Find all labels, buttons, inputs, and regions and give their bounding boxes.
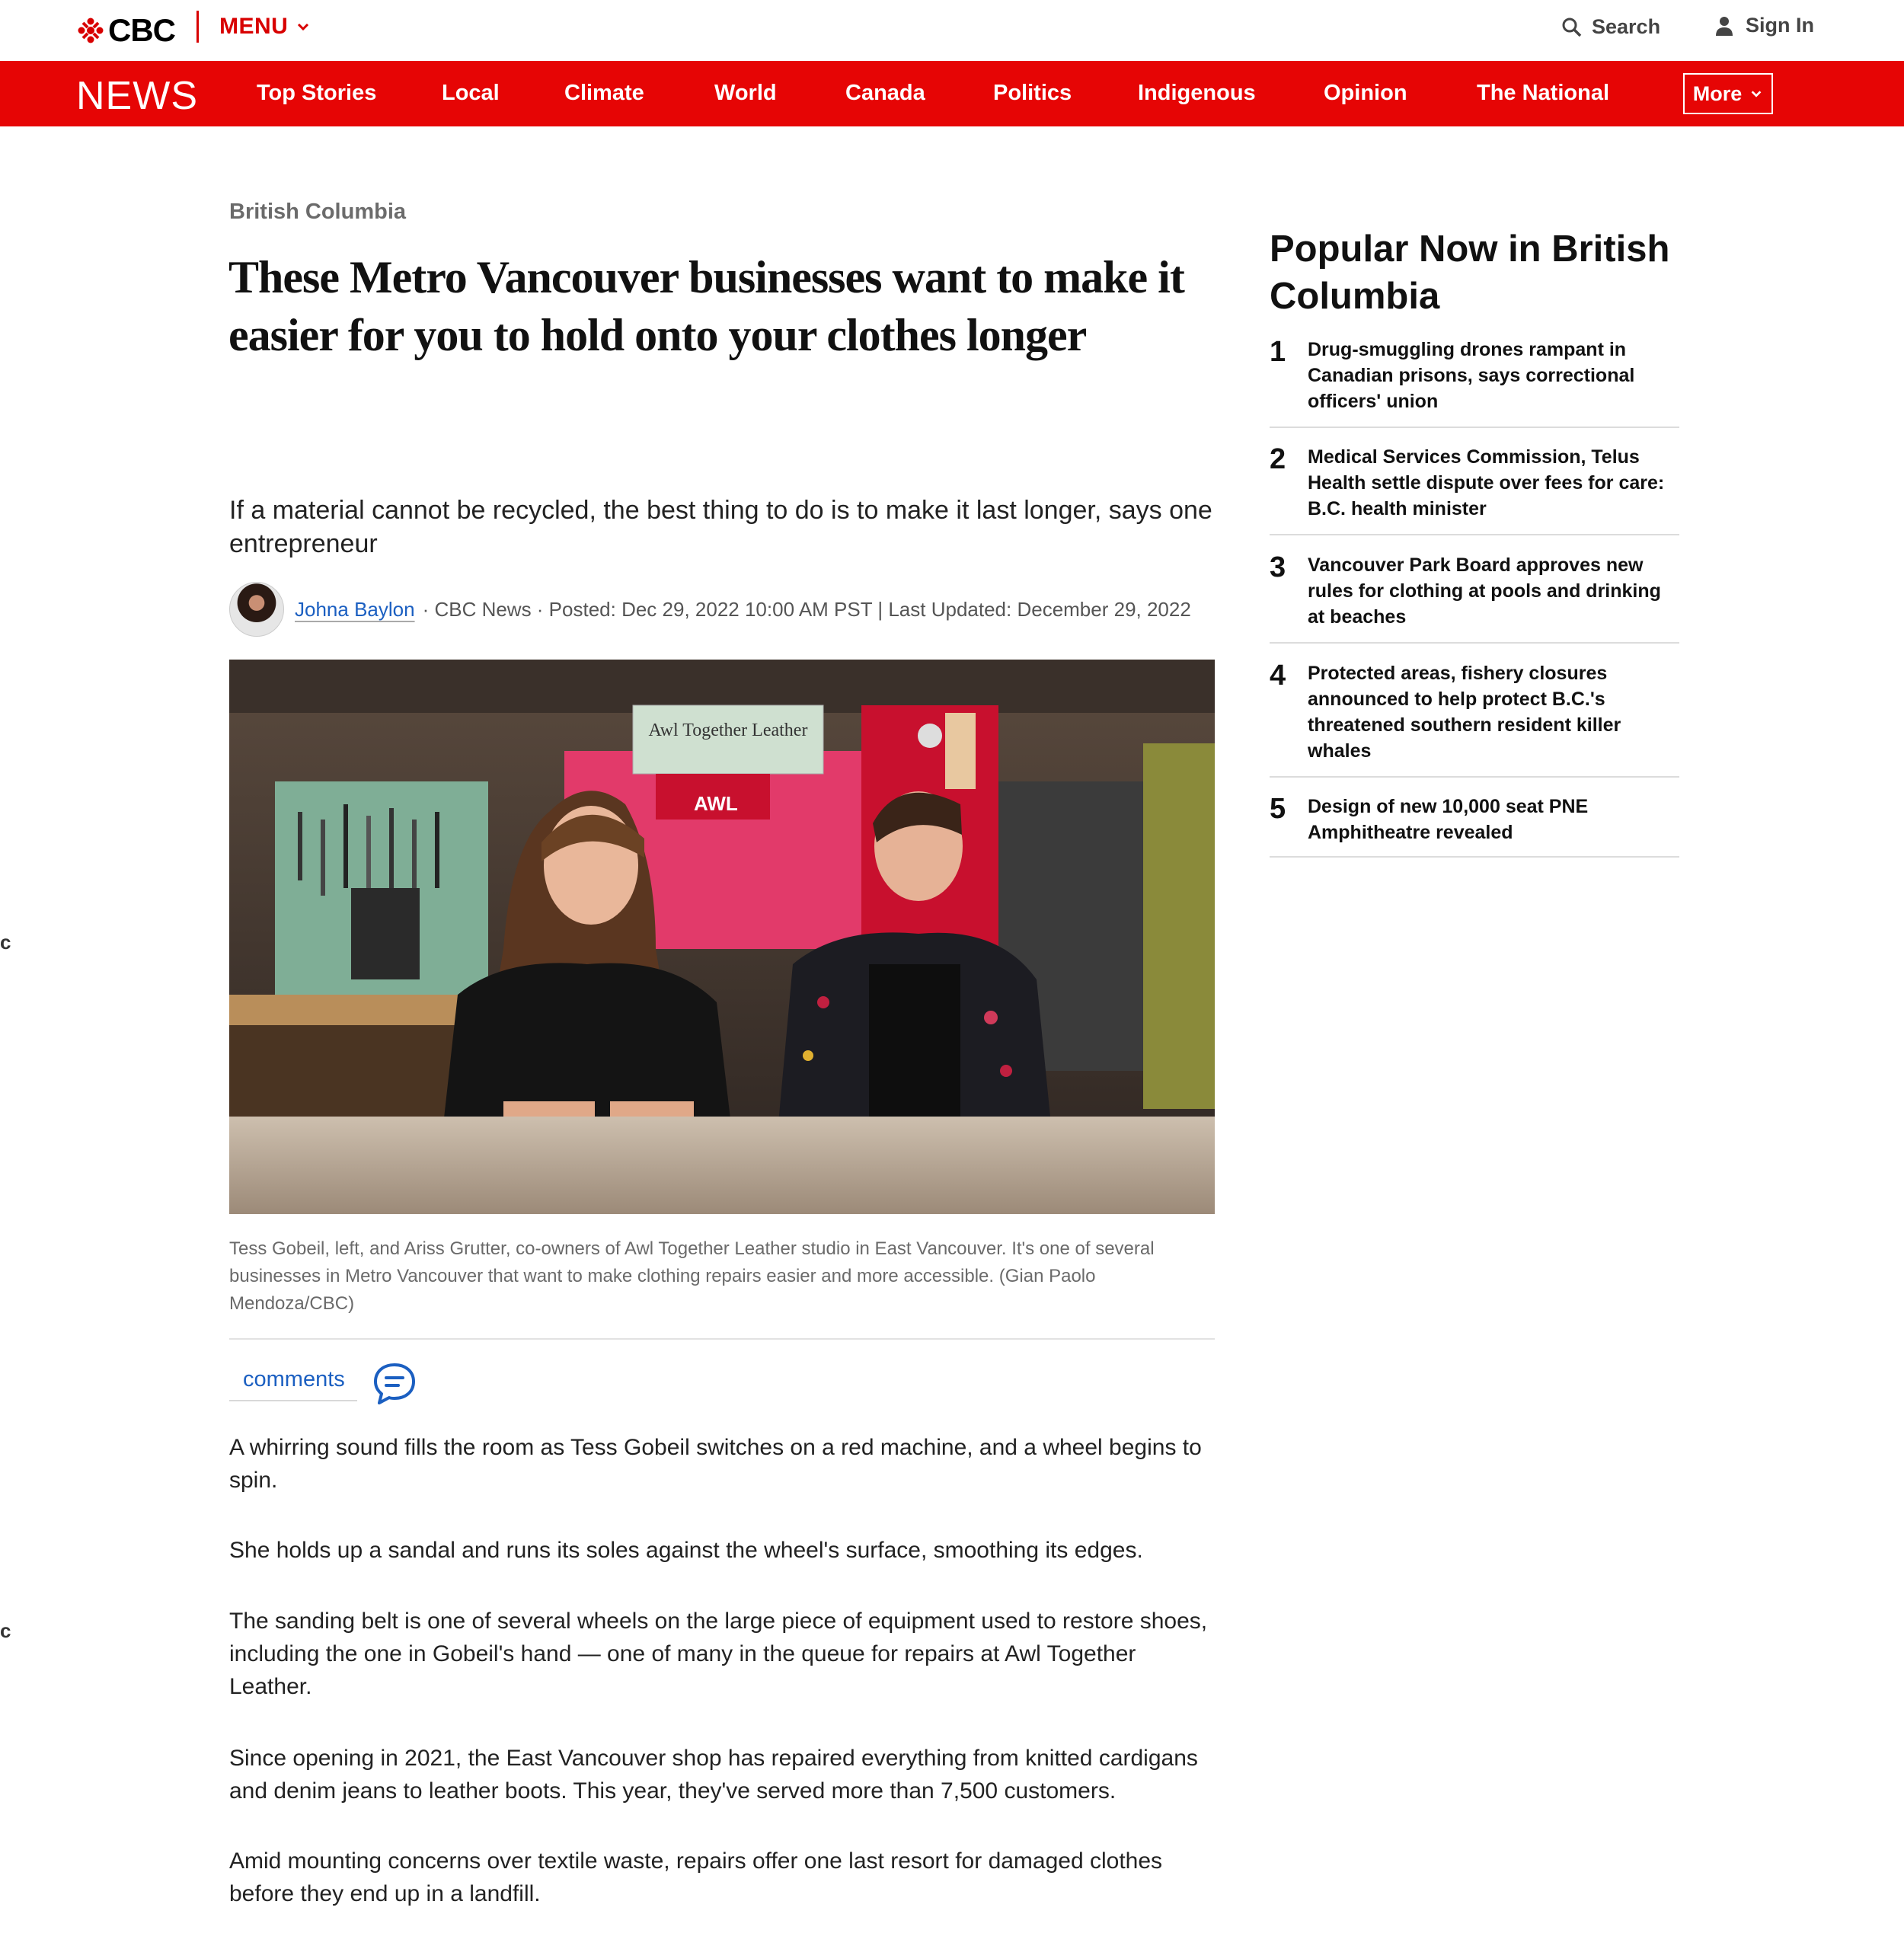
- sign-in-button[interactable]: [1714, 14, 1814, 37]
- nav-item-indigenous[interactable]: Indigenous: [1138, 81, 1256, 105]
- popular-item-title[interactable]: Design of new 10,000 seat PNE Amphitheatre revealed: [1308, 796, 1589, 843]
- menu-button[interactable]: [219, 14, 311, 40]
- popular-item-title[interactable]: Protected areas, fishery closures announced to help protect B.C.'s threatened southern resident killer whales: [1308, 663, 1621, 762]
- nav-item-the-national[interactable]: The National: [1477, 81, 1610, 105]
- cbc-logo-text: CBC: [108, 12, 175, 48]
- news-navbar: [0, 61, 1904, 126]
- author-avatar[interactable]: [229, 582, 284, 637]
- byline: [229, 582, 1191, 637]
- article-deck: If a material cannot be recycled, the best thing to do is to make it last longer, says one entrepreneur: [229, 496, 1212, 558]
- comments-label[interactable]: comments: [229, 1367, 357, 1401]
- edge-fragment: c: [0, 931, 11, 954]
- logo-divider: [196, 11, 199, 43]
- article-headline: These Metro Vancouver businesses want to make it easier for you to hold onto your clothes longer: [228, 252, 1184, 360]
- nav-item-opinion[interactable]: Opinion: [1324, 81, 1407, 105]
- popular-item-number: 2: [1270, 443, 1286, 475]
- popular-item-number: 3: [1270, 551, 1286, 583]
- author-link[interactable]: Johna Baylon: [295, 597, 415, 621]
- search-icon: [1561, 17, 1583, 38]
- comment-bubble-icon[interactable]: [371, 1360, 418, 1407]
- popular-item[interactable]: [1270, 337, 1679, 428]
- nav-item-climate[interactable]: Climate: [564, 81, 644, 105]
- news-brand[interactable]: NEWS: [76, 74, 198, 118]
- chevron-down-icon: [296, 19, 311, 34]
- popular-item-title[interactable]: Vancouver Park Board approves new rules for clothing at pools and drinking at beaches: [1308, 554, 1661, 628]
- body-paragraph: Amid mounting concerns over textile waste, repairs offer one last resort for damaged clothes before they end up in a landfill.: [229, 1848, 1163, 1906]
- top-bar: [0, 0, 1904, 61]
- image-caption: Tess Gobeil, left, and Ariss Grutter, co-owners of Awl Together Leather studio in East Vancouver. It's one of several businesses in Metro Vancouver that want to make clothing repairs easier and more accessible. (Gian Paolo Mendoza/CBC): [229, 1238, 1155, 1314]
- search-label: Search: [1592, 15, 1661, 38]
- body-paragraph: The sanding belt is one of several wheels on the large piece of equipment used to restore shoes, including the one in Gobeil's hand — one of many in the queue for repairs at Awl Together Leather.: [229, 1609, 1208, 1699]
- body-paragraph: Since opening in 2021, the East Vancouver shop has repaired everything from knitted cardigans and denim jeans to leather boots. This year, they've served more than 7,500 customers.: [229, 1746, 1198, 1804]
- cbc-logo[interactable]: [78, 12, 175, 49]
- popular-item-number: 5: [1270, 793, 1286, 825]
- menu-label: MENU: [219, 14, 289, 39]
- popular-item[interactable]: [1270, 794, 1679, 858]
- sign-in-label: Sign In: [1746, 14, 1814, 37]
- hero-image: [229, 660, 1215, 1214]
- machine-label-text: AWL: [694, 792, 738, 815]
- byline-meta: · CBC News · Posted: Dec 29, 2022 10:00 AM PST | Last Updated: December 29, 2022: [422, 597, 1191, 621]
- popular-item[interactable]: [1270, 552, 1679, 644]
- more-button[interactable]: [1683, 73, 1773, 114]
- divider: [229, 1338, 1215, 1340]
- nav-item-world[interactable]: World: [714, 81, 777, 105]
- popular-item-title[interactable]: Drug-smuggling drones rampant in Canadian prisons, says correctional officers' union: [1308, 339, 1635, 412]
- search-button[interactable]: [1561, 15, 1660, 39]
- shop-sign-text: Awl Together Leather: [648, 720, 808, 740]
- nav-item-local[interactable]: Local: [442, 81, 500, 105]
- popular-item[interactable]: [1270, 660, 1679, 778]
- popular-item[interactable]: [1270, 444, 1679, 535]
- comments-link[interactable]: [229, 1360, 418, 1407]
- body-paragraph: A whirring sound fills the room as Tess Gobeil switches on a red machine, and a wheel begins to spin.: [229, 1435, 1202, 1493]
- chevron-down-icon: [1749, 87, 1763, 101]
- body-paragraph: She holds up a sandal and runs its soles against the wheel's surface, smoothing its edges.: [229, 1538, 1143, 1563]
- hero-photo: [229, 660, 1215, 1214]
- section-label[interactable]: British Columbia: [229, 200, 407, 224]
- more-label: More: [1692, 81, 1743, 105]
- cbc-gem-icon: [78, 18, 104, 43]
- nav-item-politics[interactable]: Politics: [993, 81, 1072, 105]
- popular-item-title[interactable]: Medical Services Commission, Telus Health settle dispute over fees for care: B.C. health minister: [1308, 446, 1665, 519]
- popular-item-number: 1: [1270, 336, 1286, 368]
- nav-item-top-stories[interactable]: Top Stories: [257, 81, 377, 105]
- nav-item-canada[interactable]: Canada: [845, 81, 925, 105]
- user-icon: [1714, 15, 1735, 37]
- popular-item-number: 4: [1270, 660, 1286, 692]
- edge-fragment: c: [0, 1619, 11, 1642]
- popular-now-title: Popular Now in British Columbia: [1270, 228, 1670, 317]
